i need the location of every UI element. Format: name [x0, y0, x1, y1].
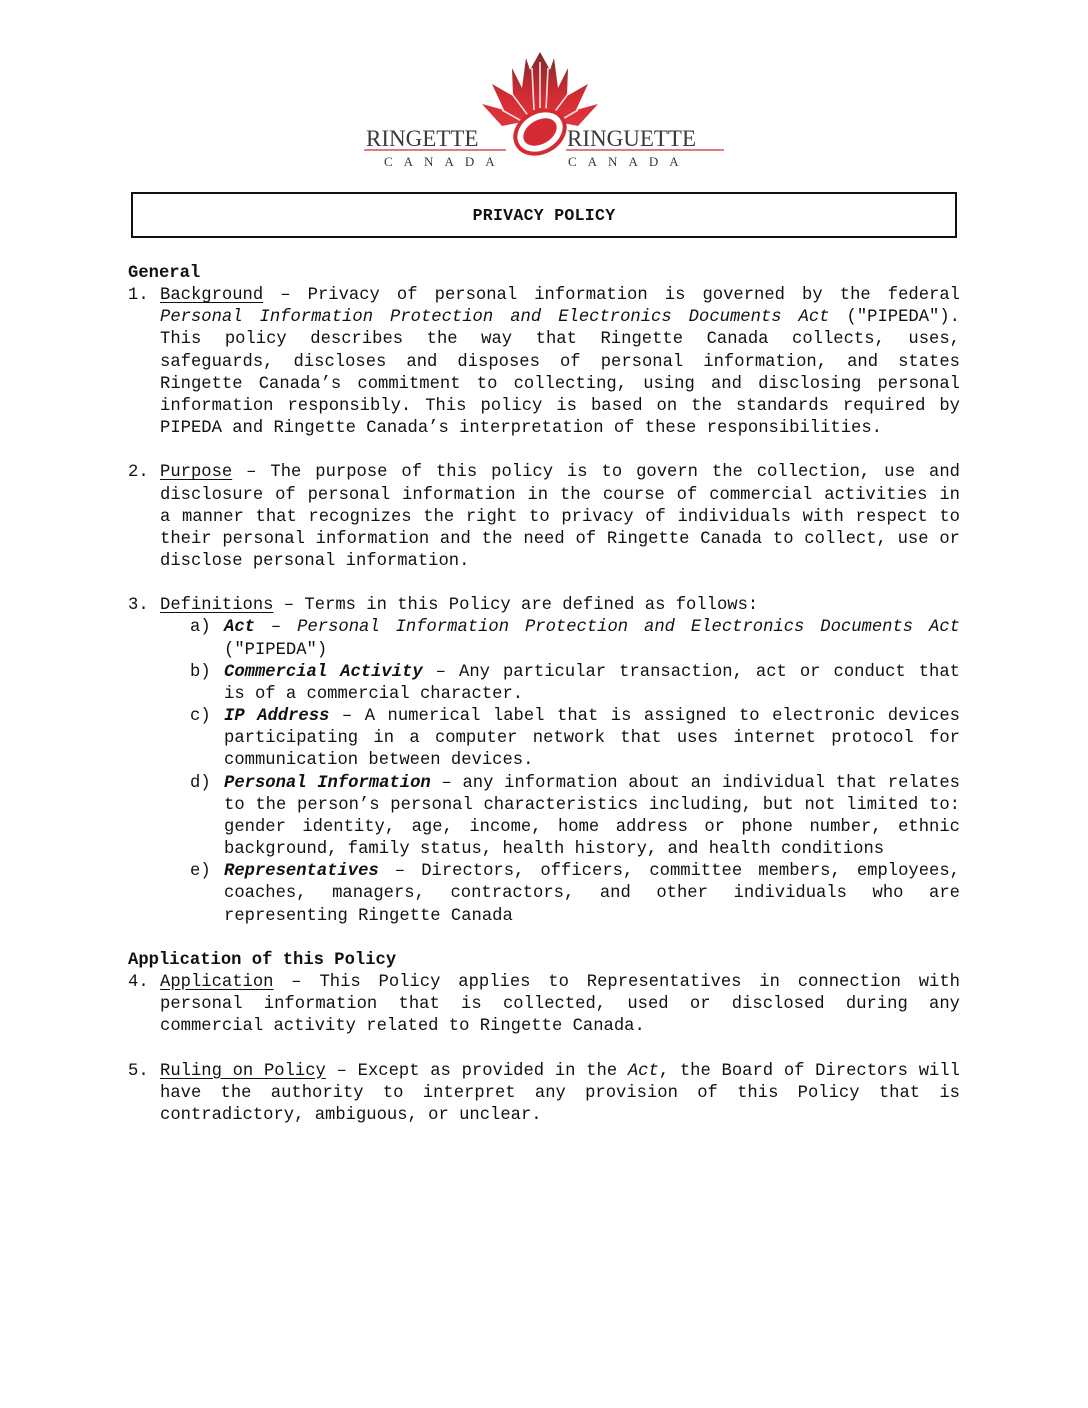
definition-commercial-activity: [128, 662, 960, 706]
item-term: Definitions: [160, 596, 274, 616]
logo-text-canada-right: CANADA: [568, 154, 690, 168]
item-number: 2.: [128, 463, 149, 483]
item-text: ("PIPEDA"). This policy describes the way that Ringette Canada collects, uses, safeguards, discloses and disposes of personal information, and states Ringette Canada’s commitment to collecting, using and disclosing personal information responsibly. This policy is based on the standards required by PIPEDA and Ringette Canada’s interpretation of these responsibilities.: [160, 308, 960, 439]
definition-text: ("PIPEDA"): [224, 640, 328, 660]
maple-leaf-ring-emblem: [362, 48, 726, 168]
definition-act-name: Personal Information Protection and Electronics Documents Act: [297, 618, 960, 638]
definition-term: Representatives: [224, 862, 379, 882]
definition-term: Commercial Activity: [224, 662, 423, 682]
page-title: PRIVACY POLICY: [472, 205, 616, 225]
item-text: – Terms in this Policy are defined as follows:: [273, 596, 759, 616]
policy-item-definitions: [128, 595, 960, 617]
item-text: – Except as provided in the: [325, 1061, 628, 1081]
item-number: 4.: [128, 972, 149, 992]
item-term: Background: [160, 286, 264, 306]
item-term: Ruling on Policy: [160, 1061, 326, 1081]
definition-text: – A numerical label that is assigned to electronic devices participating in a computer network that uses internet protocol for communication between devices.: [224, 707, 960, 771]
definition-personal-information: [128, 773, 960, 862]
item-number: 1.: [128, 286, 149, 306]
item-act-reference: Act: [627, 1061, 659, 1081]
item-number: 5.: [128, 1061, 149, 1081]
definition-letter: b): [190, 662, 211, 682]
logo-text-canada-left: CANADA: [384, 154, 506, 168]
policy-item-ruling-on-policy: [128, 1061, 960, 1127]
definition-text: – any information about an individual that relates to the person’s personal characteristics including, but not limited to: gender identity, age, income, home address or phone number, ethnic background, family status, health history, and health conditions: [224, 773, 960, 860]
definition-term: Act: [224, 618, 255, 638]
item-text: – This Policy applies to Representatives in connection with personal information that is collected, used or disclosed during any commercial activity related to Ringette Canada.: [160, 972, 960, 1037]
definition-act: [128, 617, 960, 661]
definition-term: IP Address: [224, 707, 330, 727]
policy-item-application: [128, 972, 960, 1038]
definition-letter: e): [190, 862, 211, 882]
logo-text-ringette: RINGETTE: [366, 126, 479, 151]
section-heading-general: General: [128, 264, 201, 283]
section-heading-application: Application of this Policy: [128, 950, 397, 970]
item-act-name: Personal Information Protection and Electronics Documents Act: [160, 308, 830, 328]
item-text: – Privacy of personal information is governed by the federal: [263, 286, 960, 306]
item-term: Application: [160, 972, 274, 992]
item-term: Purpose: [160, 463, 233, 483]
ringette-canada-logo: [362, 48, 726, 168]
item-text: – The purpose of this policy is to govern the collection, use and disclosure of personal information in the course of commercial activities in a manner that recognizes the right to privacy of individuals with respect to their personal information and the need of Ringette Canada to collect, use or disclose personal information.: [160, 463, 960, 572]
item-number: 3.: [128, 596, 149, 616]
definition-separator: –: [254, 618, 298, 638]
definition-text: – Directors, officers, committee members, employees, coaches, managers, contractors, and other individuals who are representing Ringette Canada: [224, 862, 960, 926]
policy-item-background: [128, 285, 960, 440]
definition-letter: d): [190, 773, 211, 793]
definition-text: – Any particular transaction, act or conduct that is of a commercial character.: [224, 662, 960, 704]
definition-letter: c): [190, 707, 211, 727]
definition-term: Personal Information: [224, 773, 431, 793]
policy-body: [128, 263, 960, 1127]
policy-item-purpose: [128, 462, 960, 573]
title-box: [131, 192, 957, 238]
item-text: , the Board of Directors will have the authority to interpret any provision of this Policy that is contradictory, ambiguous, or unclear.: [160, 1061, 960, 1125]
definition-representatives: [128, 861, 960, 927]
definition-ip-address: [128, 706, 960, 772]
logo-text-ringuette: RINGUETTE: [567, 126, 697, 151]
definition-letter: a): [190, 618, 211, 638]
